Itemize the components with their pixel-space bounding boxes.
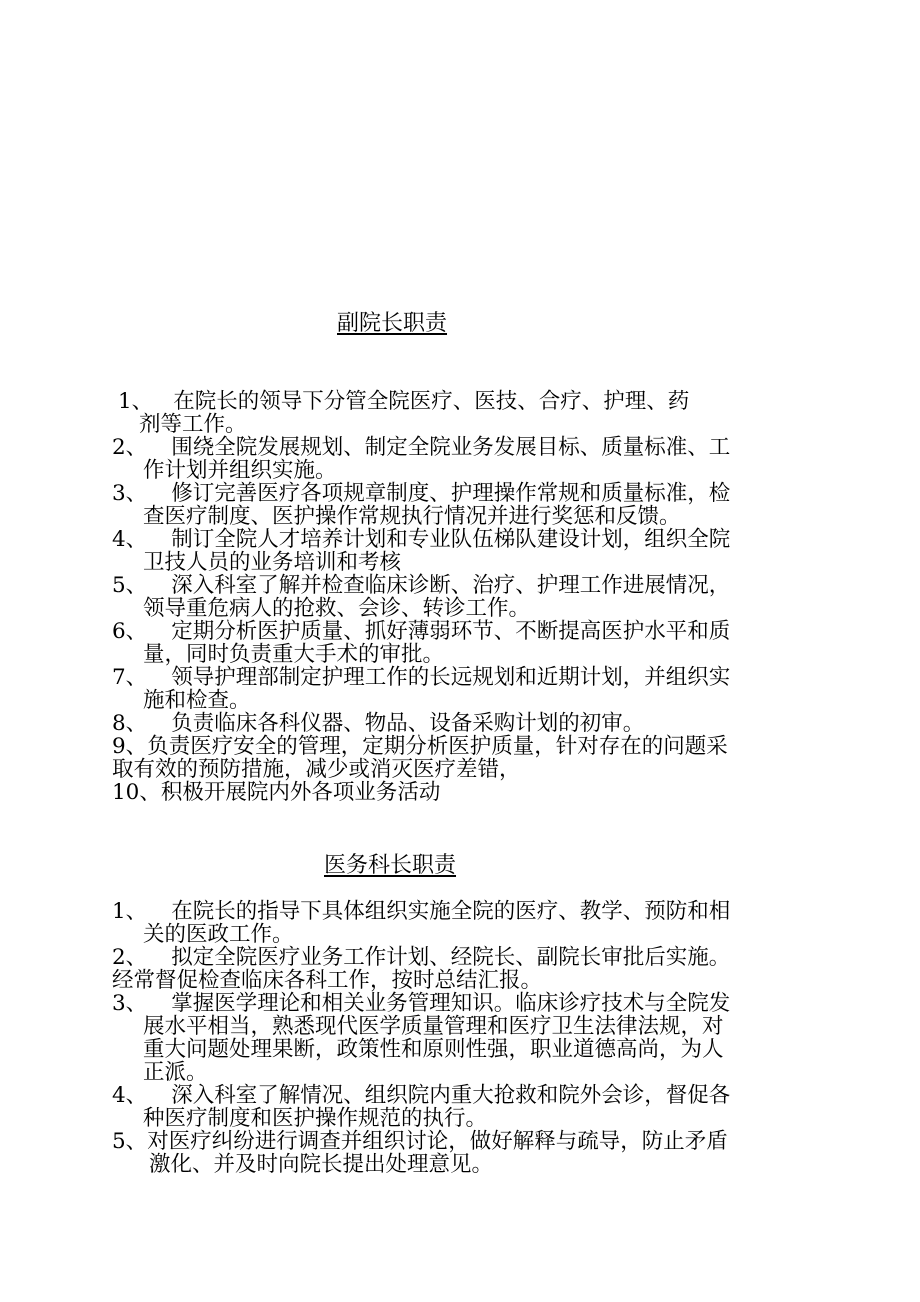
item-text: 在院长的指导下具体组织实施全院的医疗、教学、预防和相 xyxy=(171,899,731,924)
item-text-continued: 重大问题处理果断，政策性和原则性强，职业道德高尚，为人 xyxy=(143,1037,724,1062)
list-item xyxy=(112,946,824,992)
item-number: 5、 xyxy=(112,573,148,598)
item-text-continued: 查医疗制度、医护操作常规执行情况并进行奖惩和反馈。 xyxy=(143,504,681,529)
item-number: 5、 xyxy=(112,1129,148,1154)
item-text: 负责临床各科仪器、物品、设备采购计划的初审。 xyxy=(171,711,645,736)
item-number: 1、 xyxy=(118,389,154,414)
item-text: 对医疗纠纷进行调查并组织讨论，做好解释与疏导，防止矛盾 xyxy=(147,1129,728,1154)
section-title-vice-president: 副院长职责 xyxy=(337,311,448,336)
list-item xyxy=(112,620,824,666)
item-text: 积极开展院内外各项业务活动 xyxy=(160,780,441,805)
item-number: 2、 xyxy=(112,435,148,460)
section-title-medical-affairs-chief: 医务科长职责 xyxy=(324,853,457,878)
item-text-continued: 施和检查。 xyxy=(143,688,251,713)
item-text: 修订完善医疗各项规章制度、护理操作常规和质量标准，检 xyxy=(171,481,731,506)
item-number: 8、 xyxy=(112,711,148,736)
item-text: 制订全院人才培养计划和专业队伍梯队建设计划，组织全院 xyxy=(171,527,731,552)
item-text: 掌握医学理论和相关业务管理知识。临床诊疗技术与全院发 xyxy=(171,991,731,1016)
medical-affairs-duties-list xyxy=(112,900,824,1176)
item-text-continued: 正派。 xyxy=(143,1060,208,1085)
item-text-continued: 取有效的预防措施，减少或消灭医疗差错， xyxy=(112,757,521,782)
item-text-continued: 经常督促检查临床各科工作，按时总结汇报。 xyxy=(112,968,543,993)
list-item xyxy=(112,992,824,1084)
item-text-continued: 激化、并及时向院长提出处理意见。 xyxy=(149,1152,494,1177)
list-item xyxy=(112,528,824,574)
item-text-continued: 量，同时负责重大手术的审批。 xyxy=(143,642,445,667)
item-text-continued: 领导重危病人的抢救、会诊、转诊工作。 xyxy=(143,596,531,621)
list-item xyxy=(112,781,824,804)
item-text: 领导护理部制定护理工作的长远规划和近期计划，并组织实 xyxy=(171,665,731,690)
item-text: 拟定全院医疗业务工作计划、经院长、副院长审批后实施。 xyxy=(171,945,731,970)
item-text-continued: 种医疗制度和医护操作规范的执行。 xyxy=(143,1106,488,1131)
list-item xyxy=(112,1084,824,1130)
item-number: 2、 xyxy=(112,945,148,970)
list-item xyxy=(112,1130,824,1176)
vice-president-duties-list xyxy=(112,390,824,804)
item-text: 定期分析医护质量、抓好薄弱环节、不断提高医护水平和质 xyxy=(171,619,731,644)
item-number: 1、 xyxy=(112,899,148,924)
item-text: 在院长的领导下分管全院医疗、医技、合疗、护理、药 xyxy=(173,389,690,414)
item-number: 6、 xyxy=(112,619,148,644)
list-item xyxy=(112,574,824,620)
item-number: 7、 xyxy=(112,665,148,690)
item-number: 4、 xyxy=(112,527,148,552)
list-item xyxy=(112,712,824,735)
item-text-continued: 展水平相当，熟悉现代医学质量管理和医疗卫生法律法规，对 xyxy=(143,1014,724,1039)
list-item xyxy=(112,436,824,482)
item-text-continued: 剂等工作。 xyxy=(139,412,247,437)
item-text-continued: 卫技人员的业务培训和考核 xyxy=(143,550,402,575)
item-text-continued: 关的医政工作。 xyxy=(143,922,294,947)
item-text: 深入科室了解情况、组织院内重大抢救和院外会诊，督促各 xyxy=(171,1083,731,1108)
list-item xyxy=(112,390,824,436)
list-item xyxy=(112,900,824,946)
item-number: 3、 xyxy=(112,991,148,1016)
list-item xyxy=(112,735,824,781)
item-number: 3、 xyxy=(112,481,148,506)
item-text: 深入科室了解并检查临床诊断、治疗、护理工作进展情况， xyxy=(171,573,731,598)
item-number: 4、 xyxy=(112,1083,148,1108)
item-number: 10、 xyxy=(112,780,161,805)
item-text-continued: 作计划并组织实施。 xyxy=(143,458,337,483)
list-item xyxy=(112,482,824,528)
item-text: 负责医疗安全的管理，定期分析医护质量，针对存在的问题采 xyxy=(147,734,728,759)
item-number: 9、 xyxy=(112,734,148,759)
list-item xyxy=(112,666,824,712)
item-text: 围绕全院发展规划、制定全院业务发展目标、质量标准、工 xyxy=(171,435,731,460)
